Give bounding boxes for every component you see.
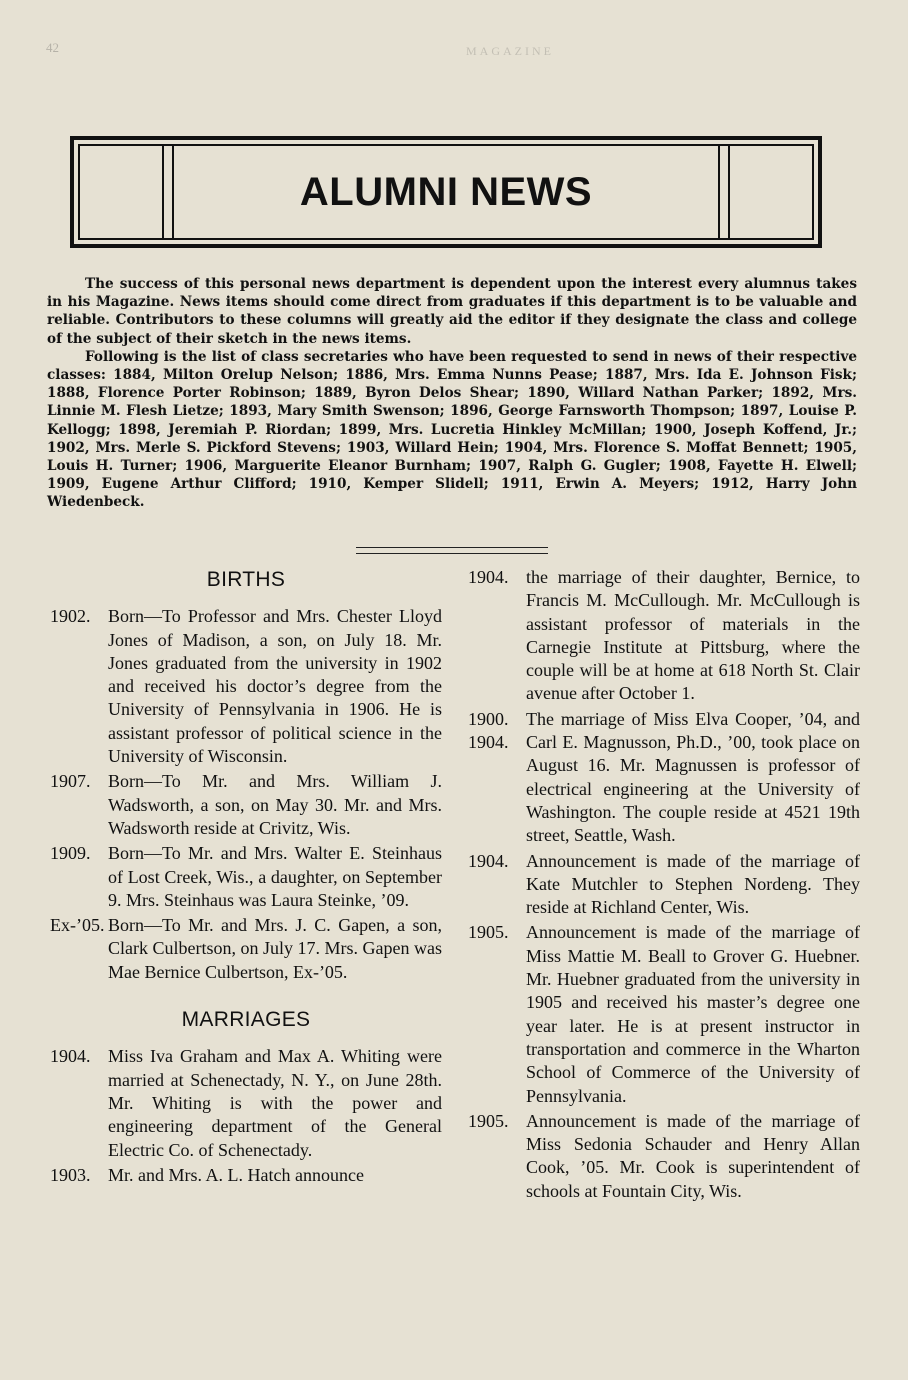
entry-text: Miss Iva Graham and Max A. Whiting were married at Schenectady, N. Y., on June 28th. Mr. Whiting is with the power and engineering department of the General Electric Co. of Schenectady.	[108, 1046, 442, 1160]
entry-text: Born—To Mr. and Mrs. William J. Wadsworth, a son, on May 30. Mr. and Mrs. Wadsworth reside at Crivitz, Wis.	[108, 771, 442, 838]
marriage-entry	[50, 1045, 442, 1161]
right-column	[468, 566, 860, 1205]
birth-entry	[50, 914, 442, 984]
birth-entry	[50, 770, 442, 840]
marriage-entry	[50, 1164, 442, 1187]
running-head: MAGAZINE	[466, 44, 554, 58]
birth-entry	[50, 842, 442, 912]
entry-years	[468, 708, 526, 848]
entry-year: 1900.	[468, 708, 509, 729]
left-column	[50, 566, 442, 1189]
marriage-entry	[468, 566, 860, 706]
intro-paragraph-1: The success of this personal news department is dependent upon the interest every alumnus takes in his Magazine. News items should come direct from graduates if this department is to be valuable and reliable. Contributors to these columns will greatly aid the editor if they designate the class and college of the subject of their sketch in the news items.	[47, 276, 857, 347]
alumni-news-banner	[70, 136, 822, 248]
entry-text: Born—To Mr. and Mrs. J. C. Gapen, a son, Clark Culbertson, on July 17. Mrs. Gapen was Mae Bernice Culbertson, Ex-’05.	[108, 915, 442, 982]
entry-text: Announcement is made of the marriage of Kate Mutchler to Stephen Nordeng. They reside at Richland Center, Wis.	[526, 850, 860, 918]
entry-text: Born—To Mr. and Mrs. Walter E. Steinhaus of Lost Creek, Wis., a daughter, on September 9. Mrs. Steinhaus was Laura Steinke, ’09.	[108, 843, 442, 910]
intro-notice	[47, 275, 857, 512]
entry-year: Ex-’05.	[50, 915, 105, 936]
entry-year: 1904.	[468, 567, 509, 587]
marriage-entry	[468, 1110, 860, 1203]
birth-entry	[50, 605, 442, 768]
entry-year: 1904.	[50, 1046, 91, 1067]
marriage-entry	[468, 850, 860, 920]
entry-year: 1907.	[50, 771, 91, 792]
section-divider	[356, 547, 548, 554]
entry-year-second: 1904.	[468, 732, 509, 753]
entry-year: 1903.	[50, 1164, 91, 1185]
entry-year: 1902.	[50, 606, 91, 627]
marriages-heading: MARRIAGES	[181, 1008, 311, 1032]
entry-text: Mr. and Mrs. A. L. Hatch announce	[108, 1164, 364, 1185]
entry-year: 1905.	[468, 1110, 509, 1131]
entry-text: the marriage of their daughter, Bernice, to Francis M. McCullough. Mr. McCullough is assistant professor of materials in the Carnegie Institute at Pittsburg, where the couple will be at home at 618 North St. Clair avenue after October 1.	[526, 567, 860, 704]
entry-text: Announcement is made of the marriage of Miss Mattie M. Beall to Grover G. Huebner. Mr. Huebner graduated from the university in 1905 and received his master’s degree one year later. He is at present instructor in transportation and commerce in the Wharton School of Commerce of the University of Pennsylvania.	[526, 922, 860, 1106]
births-heading: BIRTHS	[206, 568, 286, 591]
entry-year: 1905.	[468, 922, 509, 943]
entry-year: 1909.	[50, 843, 91, 864]
page-number: 42	[46, 40, 59, 55]
entry-text: Born—To Professor and Mrs. Chester Lloyd Jones of Madison, a son, on July 18. Mr. Jones graduated from the university in 1902 and received his doctor’s degree from the University of Pennsylvania in 1906. He is assistant professor of political science in the University of Wisconsin.	[108, 606, 442, 767]
marriage-entry	[468, 708, 860, 848]
entry-text: Announcement is made of the marriage of Miss Sedonia Schauder and Henry Allan Cook, ’05. Mr. Cook is superintendent of schools at Fountain City, Wis.	[526, 1110, 860, 1201]
entry-text: The marriage of Miss Elva Cooper, ’04, and Carl E. Magnusson, Ph.D., ’00, took place on August 16. Mr. Magnussen is professor of electrical engineering at the University of Washington. The couple reside at 4521 19th street, Seattle, Wash.	[526, 708, 860, 846]
marriage-entry	[468, 921, 860, 1107]
entry-year: 1904.	[468, 850, 509, 871]
class-secretaries-list: Following is the list of class secretaries who have been requested to send in news of their respective classes: 1884, Milton Orelup Nelson; 1886, Mrs. Emma Nunns Pease; 1887, Mrs. Ida E. Johnson Fisk; 1888, Florence Porter Robinson; 1889, Byron Delos Shear; 1890, Willard Nathan Parker; 1892, Mrs. Linnie M. Flesh Lietze; 1893, Mary Smith Swenson; 1896, George Farnsworth Thompson; 1897, Louise P. Kellogg; 1898, Jeremiah P. Riordan; 1899, Mrs. Lucretia Hinkley McMillan; 1900, Joseph Koffend, Jr.; 1902, Mrs. Merle S. Pickford Stevens; 1903, Willard Hein; 1904, Mrs. Florence S. Moffat Bennett; 1905, Louis H. Turner; 1906, Marguerite Eleanor Burnham; 1907, Ralph G. Gugler; 1908, Fayette H. Elwell; 1909, Eugene Arthur Clifford; 1910, Kemper Slidell; 1911, Erwin A. Meyers; 1912, Harry John Wiedenbeck.	[47, 348, 857, 511]
banner-title: ALUMNI NEWS	[299, 170, 593, 214]
